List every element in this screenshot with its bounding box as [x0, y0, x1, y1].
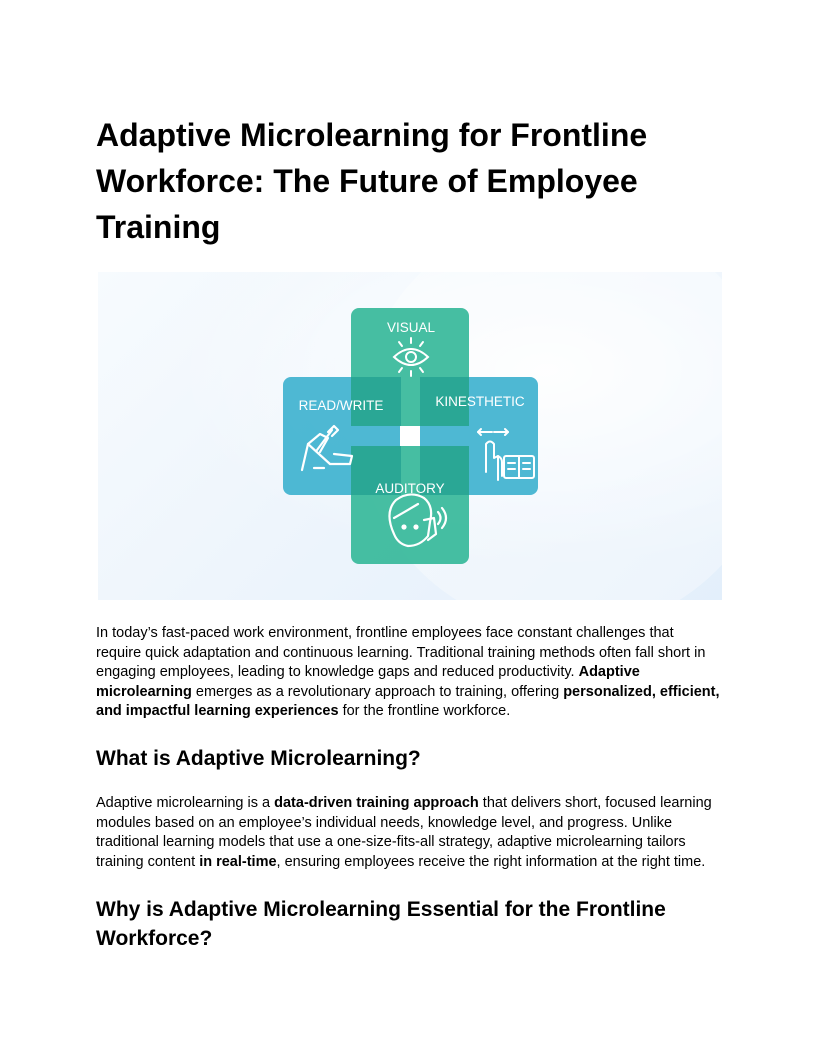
auditory-label: AUDITORY	[375, 481, 445, 496]
intro-paragraph	[96, 624, 722, 722]
learning-styles-diagram	[98, 272, 722, 600]
definition-text-1: Adaptive microlearning is a	[96, 795, 275, 811]
intro-text-2: emerges as a revolutionary approach to training, offering	[191, 683, 564, 700]
definition-bold-1: data-driven training approach	[274, 795, 479, 811]
section-heading-why-essential: Why is Adaptive Microlearning Essential for the Frontline Workforce?	[96, 898, 666, 950]
definition-text-2: that delivers short, focused learning modules based on an employee’s individual needs, knowledge level, and progress. Unlike traditional learning models that use a one-size-fits-all strategy, adaptive microlearning tailors training content	[96, 795, 712, 870]
learning-styles-image	[98, 272, 722, 600]
read-write-label: READ/WRITE	[298, 398, 384, 413]
definition-text-3: , ensuring employees receive the right information at the right time.	[276, 853, 706, 870]
intro-text-1: In today’s fast-paced work environment, frontline employees face constant challenges that require quick adaptation and continuous learning. Traditional training methods often fall short in engaging employees, leading to knowledge gaps and reduced productivity.	[96, 625, 706, 680]
definition-paragraph	[96, 794, 722, 872]
kinesthetic-label: KINESTHETIC	[435, 394, 525, 409]
intro-text-3: for the frontline workforce.	[338, 703, 511, 719]
section-heading-what-is: What is Adaptive Microlearning?	[96, 747, 421, 770]
center-square	[400, 426, 420, 446]
intro-bold-1: Adaptive microlearning	[96, 664, 640, 700]
visual-label: VISUAL	[386, 320, 436, 335]
definition-bold-2: in real-time	[199, 853, 277, 870]
page-title: Adaptive Microlearning for Frontline Workforce: The Future of Employee Training	[96, 117, 648, 245]
intro-bold-2: personalized, efficient, and impactful learning experiences	[96, 683, 720, 719]
